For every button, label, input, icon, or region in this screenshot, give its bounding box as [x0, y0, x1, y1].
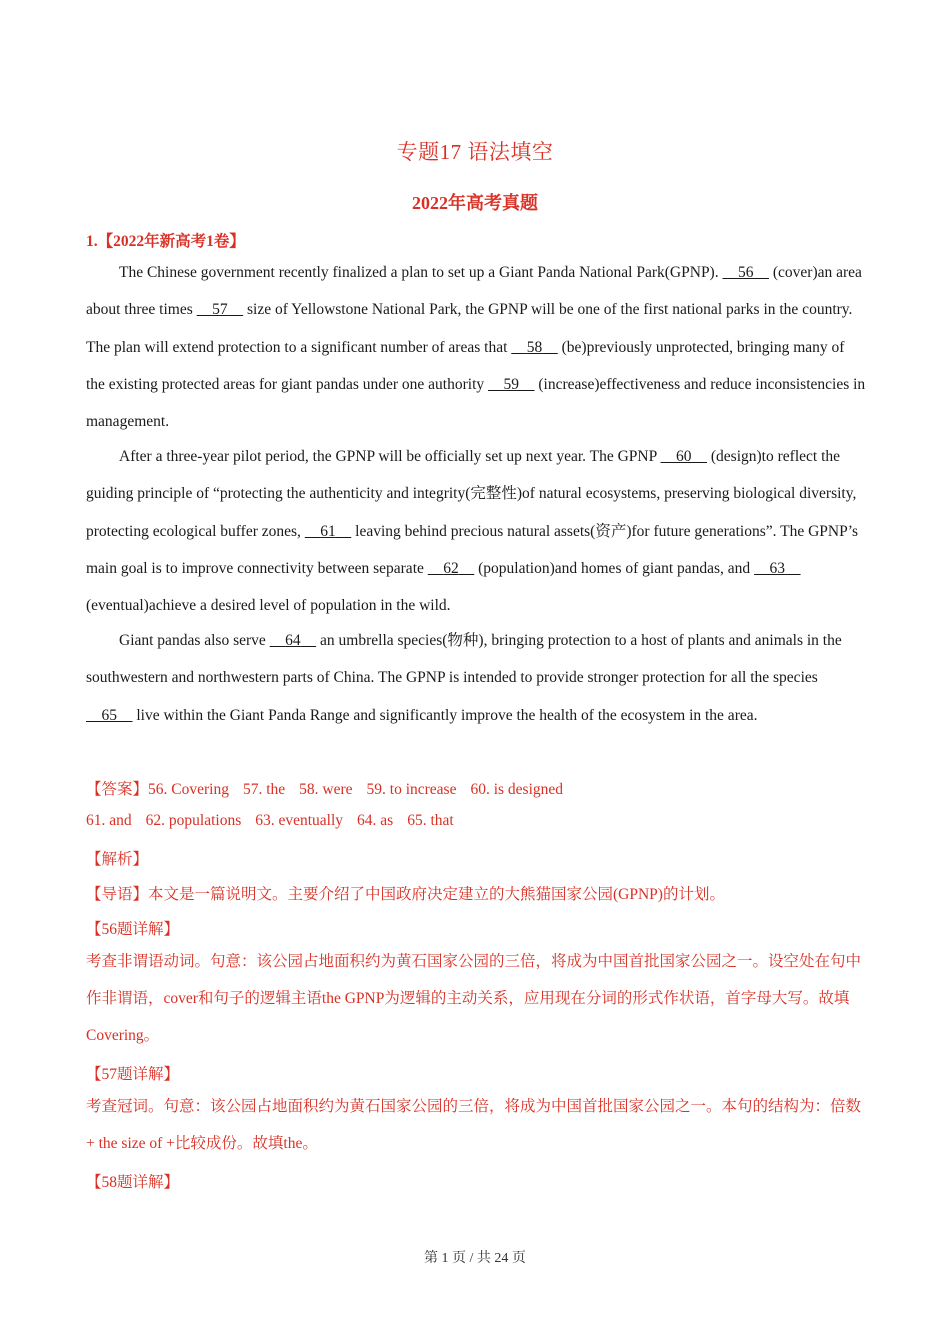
blank-59: 59 [503, 375, 520, 393]
guide-text: 本文是一篇说明文。主要介绍了中国政府决定建立的大熊猫国家公园(GPNP)的计划。 [148, 886, 725, 903]
passage-text: (eventual)achieve a desired level of population in the wild. [86, 597, 451, 615]
passage-text: (design)to reflect the guiding principle of “protecting the authenticity and integrity(完整性)of natural ecosystems, preserving biological diversity, protecting ecological buffer zones, [86, 448, 857, 540]
answer-item: 63. eventually [255, 812, 344, 829]
passage-text: size of Yellowstone National Park, the GPNP will be one of the first national parks in the country. The plan will extend protection to a significant number of areas that [86, 301, 853, 356]
guide-label: 【导语】 [86, 886, 149, 903]
passage-paragraph-1 [86, 254, 866, 440]
detail-57-label: 【57题详解】 [86, 1066, 180, 1083]
passage-text: (cover)an area about three times [86, 264, 862, 319]
answer-item: 65. that [407, 812, 454, 829]
blank-64: 64 [285, 632, 301, 649]
detail-58-label: 【58题详解】 [86, 1174, 180, 1191]
passage-text: The Chinese government recently finalized a plan to set up a Giant Panda National Park(GPNP). [119, 264, 719, 281]
passage-text: Giant pandas also serve [119, 632, 266, 649]
answer-label: 【答案】 [86, 781, 149, 798]
answer-item: 64. as [357, 812, 394, 829]
answer-item: 58. were [299, 781, 353, 798]
passage-text: an umbrella species(物种), bringing protection to a host of plants and animals in the southwestern and northwestern parts of China. The GPNP is intended to provide stronger protection for all the species [86, 632, 842, 687]
detail-56-text: 考查非谓语动词。句意：该公园占地面积约为黄石国家公园的三倍，将成为中国首批国家公园之一。设空处在句中作非谓语，cover和句子的逻辑主语the GPNP为逻辑的主动关系，应用现在分词的形式作状语，首字母大写。故填Covering。 [86, 953, 862, 1044]
blank-56: 56 [737, 264, 754, 281]
guide-line [86, 882, 876, 904]
answer-item: 56. Covering [148, 781, 229, 798]
passage-text: (be)previously unprotected, bringing many of the existing protected areas for giant pandas under one authority [86, 338, 845, 393]
blank-65: 65 [101, 706, 117, 724]
answer-item: 60. is designed [470, 781, 564, 798]
passage-text: After a three-year pilot period, the GPNP will be officially set up next year. The GPNP [119, 448, 657, 465]
detail-56-label: 【56题详解】 [86, 921, 180, 938]
blank-58: 58 [526, 338, 543, 356]
analysis-label: 【解析】 [86, 851, 149, 868]
passage-text: (increase)effectiveness and reduce inconsistencies in management. [86, 375, 866, 431]
passage-paragraph-2 [86, 438, 866, 624]
blank-57: 57 [212, 301, 228, 319]
blank-62: 62 [443, 559, 459, 577]
answer-item: 57. the [242, 781, 286, 798]
passage-text: leaving behind precious natural assets(资产)for future generations”. The GPNP’s main goal is to improve connectivity between separate [86, 522, 859, 577]
answer-line-1 [86, 777, 876, 799]
page-title: 专题17 语法填空 [396, 140, 554, 164]
section-subtitle: 2022年高考真题 [412, 193, 538, 213]
blank-61: 61 [320, 522, 336, 540]
passage-text: live within the Giant Panda Range and significantly improve the health of the ecosystem in the area. [136, 706, 758, 724]
blank-60: 60 [676, 448, 692, 465]
answer-item: 59. to increase [366, 781, 457, 798]
passage-paragraph-3 [86, 622, 866, 734]
page-footer: 第 1 页 / 共 24 页 [424, 1251, 526, 1266]
question-heading: 1.【2022年新高考1卷】 [86, 233, 245, 250]
answer-line-2 [86, 812, 876, 830]
answer-item: 62. populations [145, 812, 242, 829]
blank-63: 63 [769, 559, 786, 577]
answer-item: 61. and [86, 812, 132, 829]
passage-text: (population)and homes of giant pandas, and [478, 559, 751, 577]
detail-57-text: 考查冠词。句意：该公园占地面积约为黄石国家公园的三倍，将成为中国首批国家公园之一。本句的结构为：倍数+ the size of +比较成份。故填the。 [86, 1098, 862, 1152]
